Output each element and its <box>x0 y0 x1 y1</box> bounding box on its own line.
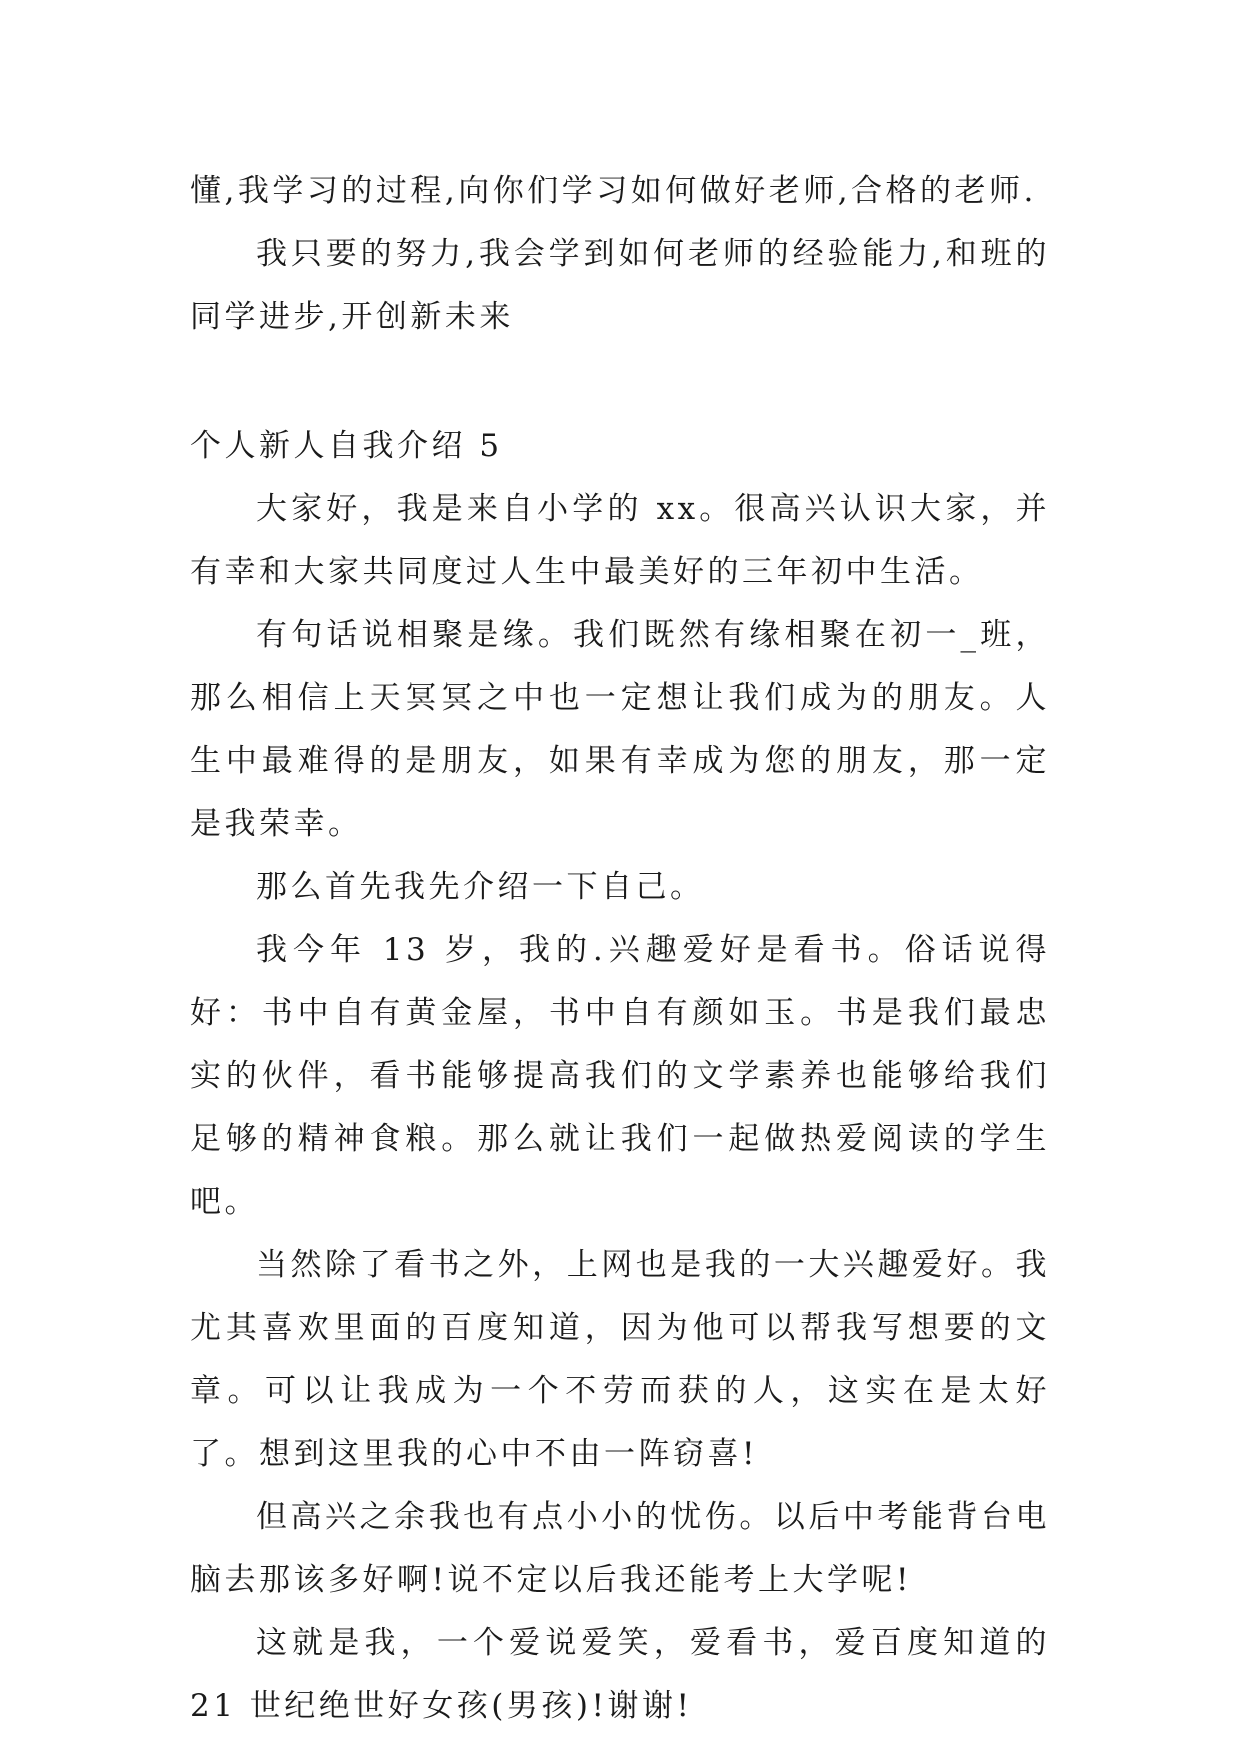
section-title: 个人新人自我介绍 5 <box>190 428 503 464</box>
paragraph: 当然除了看书之外，上网也是我的一大兴趣爱好。我尤其喜欢里面的百度知道，因为他可以帮我写想要的文章。可以让我成为一个不劳而获的人，这实在是太好了。想到这里我的心中不由一阵窃喜! <box>190 1247 1050 1472</box>
paragraph: 大家好，我是来自小学的 xx。很高兴认识大家，并有幸和大家共同度过人生中最美好的三年初中生活。 <box>190 491 1050 590</box>
paragraph: 但高兴之余我也有点小小的忧伤。以后中考能背台电脑去那该多好啊!说不定以后我还能考上大学呢! <box>190 1499 1050 1598</box>
document-body <box>190 160 1050 1738</box>
paragraph: 我只要的努力,我会学到如何老师的经验能力,和班的同学进步,开创新未来 <box>190 236 1050 335</box>
paragraph: 那么首先我先介绍一下自己。 <box>256 869 705 905</box>
paragraph: 这就是我，一个爱说爱笑，爱看书，爱百度知道的 21 世纪绝世好女孩(男孩)!谢谢! <box>190 1625 1050 1724</box>
paragraph: 我今年 13 岁，我的.兴趣爱好是看书。俗话说得好：书中自有黄金屋，书中自有颜如玉。书是我们最忠实的伙伴，看书能够提高我们的文学素养也能够给我们足够的精神食粮。那么就让我们一起做热爱阅读的学生吧。 <box>190 932 1050 1220</box>
paragraph-continuation: 懂,我学习的过程,向你们学习如何做好老师,合格的老师. <box>190 173 1037 209</box>
paragraph: 有句话说相聚是缘。我们既然有缘相聚在初一_班，那么相信上天冥冥之中也一定想让我们成为的朋友。人生中最难得的是朋友，如果有幸成为您的朋友，那一定是我荣幸。 <box>190 617 1050 842</box>
